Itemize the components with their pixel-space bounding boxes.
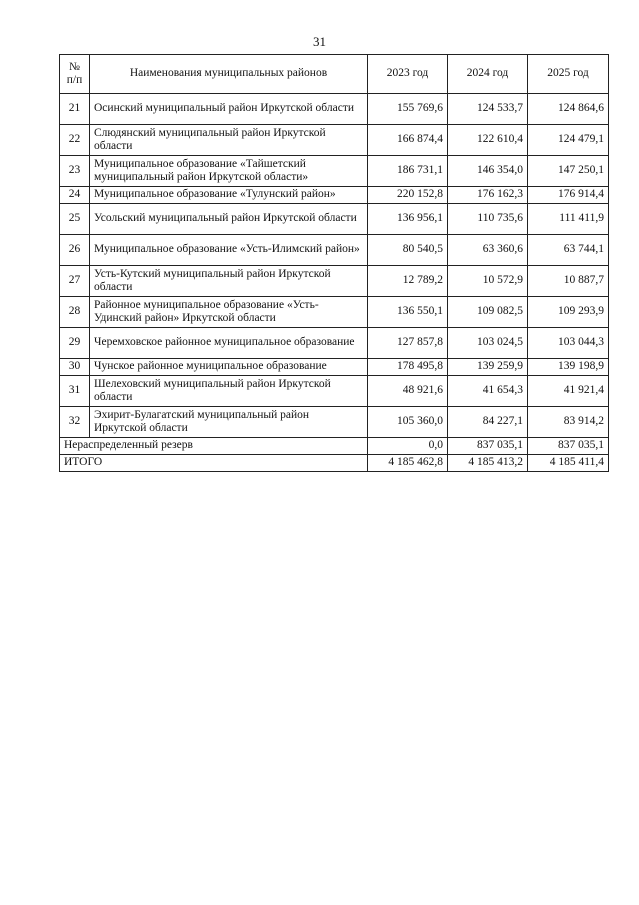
- row-name: Усть-Кутский муниципальный район Иркутской области: [90, 266, 368, 297]
- row-2023: 155 769,6: [368, 94, 448, 125]
- row-2025: 41 921,4: [528, 376, 609, 407]
- row-2025: 111 411,9: [528, 204, 609, 235]
- row-name: Черемховское районное муниципальное образование: [90, 328, 368, 359]
- row-2024: 109 082,5: [448, 297, 528, 328]
- row-num: 32: [60, 407, 90, 438]
- row-num: 27: [60, 266, 90, 297]
- row-name: Муниципальное образование «Тайшетский муниципальный район Иркутской области»: [90, 156, 368, 187]
- row-2025: 124 864,6: [528, 94, 609, 125]
- row-2025: 83 914,2: [528, 407, 609, 438]
- row-name: Муниципальное образование «Усть-Илимский район»: [90, 235, 368, 266]
- row-2024: 10 572,9: [448, 266, 528, 297]
- row-2023: 12 789,2: [368, 266, 448, 297]
- row-2025: 10 887,7: [528, 266, 609, 297]
- table-row: [60, 328, 609, 359]
- row-name: Слюдянский муниципальный район Иркутской области: [90, 125, 368, 156]
- row-2024: 139 259,9: [448, 359, 528, 376]
- row-2025: 176 914,4: [528, 187, 609, 204]
- table-row: [60, 407, 609, 438]
- row-2025: 109 293,9: [528, 297, 609, 328]
- row-2023: 80 540,5: [368, 235, 448, 266]
- row-2023: 127 857,8: [368, 328, 448, 359]
- total-2025: 4 185 411,4: [528, 455, 609, 472]
- table-row: [60, 187, 609, 204]
- row-num: 31: [60, 376, 90, 407]
- total-2024: 4 185 413,2: [448, 455, 528, 472]
- header-2023: 2023 год: [368, 55, 448, 94]
- row-num: 26: [60, 235, 90, 266]
- total-label: ИТОГО: [60, 455, 368, 472]
- row-2024: 124 533,7: [448, 94, 528, 125]
- row-2024: 146 354,0: [448, 156, 528, 187]
- table-row: [60, 297, 609, 328]
- row-name: Осинский муниципальный район Иркутской области: [90, 94, 368, 125]
- row-2025: 63 744,1: [528, 235, 609, 266]
- budget-table: [59, 54, 609, 472]
- row-2023: 105 360,0: [368, 407, 448, 438]
- table-row: [60, 94, 609, 125]
- total-2023: 4 185 462,8: [368, 455, 448, 472]
- row-name: Усольский муниципальный район Иркутской области: [90, 204, 368, 235]
- row-num: 25: [60, 204, 90, 235]
- total-row: [60, 455, 609, 472]
- header-2024: 2024 год: [448, 55, 528, 94]
- row-2024: 41 654,3: [448, 376, 528, 407]
- row-2024: 110 735,6: [448, 204, 528, 235]
- table-row: [60, 156, 609, 187]
- row-2024: 63 360,6: [448, 235, 528, 266]
- row-name: Чунское районное муниципальное образование: [90, 359, 368, 376]
- row-name: Районное муниципальное образование «Усть-Удинский район» Иркутской области: [90, 297, 368, 328]
- table-row: [60, 204, 609, 235]
- header-name: Наименования муниципальных районов: [90, 55, 368, 94]
- table-row: [60, 359, 609, 376]
- row-2024: 176 162,3: [448, 187, 528, 204]
- row-num: 24: [60, 187, 90, 204]
- row-num: 29: [60, 328, 90, 359]
- row-2023: 220 152,8: [368, 187, 448, 204]
- row-2023: 136 550,1: [368, 297, 448, 328]
- header-2025: 2025 год: [528, 55, 609, 94]
- row-2025: 139 198,9: [528, 359, 609, 376]
- table-row: [60, 235, 609, 266]
- page-number: 31: [313, 34, 326, 49]
- row-2025: 124 479,1: [528, 125, 609, 156]
- row-2023: 166 874,4: [368, 125, 448, 156]
- row-num: 23: [60, 156, 90, 187]
- row-name: Эхирит-Булагатский муниципальный район Иркутской области: [90, 407, 368, 438]
- table-row: [60, 376, 609, 407]
- row-2024: 103 024,5: [448, 328, 528, 359]
- header-num: № п/п: [60, 55, 90, 94]
- row-num: 22: [60, 125, 90, 156]
- row-2025: 147 250,1: [528, 156, 609, 187]
- row-name: Муниципальное образование «Тулунский район»: [90, 187, 368, 204]
- table-header-row: [60, 55, 609, 94]
- row-2024: 122 610,4: [448, 125, 528, 156]
- row-2023: 186 731,1: [368, 156, 448, 187]
- row-2023: 136 956,1: [368, 204, 448, 235]
- reserve-2023: 0,0: [368, 438, 448, 455]
- row-2025: 103 044,3: [528, 328, 609, 359]
- reserve-label: Нераспределенный резерв: [60, 438, 368, 455]
- reserve-2025: 837 035,1: [528, 438, 609, 455]
- row-num: 21: [60, 94, 90, 125]
- reserve-2024: 837 035,1: [448, 438, 528, 455]
- table-row: [60, 266, 609, 297]
- table-row: [60, 125, 609, 156]
- row-num: 28: [60, 297, 90, 328]
- reserve-row: [60, 438, 609, 455]
- row-2023: 48 921,6: [368, 376, 448, 407]
- row-2023: 178 495,8: [368, 359, 448, 376]
- row-num: 30: [60, 359, 90, 376]
- row-name: Шелеховский муниципальный район Иркутской области: [90, 376, 368, 407]
- row-2024: 84 227,1: [448, 407, 528, 438]
